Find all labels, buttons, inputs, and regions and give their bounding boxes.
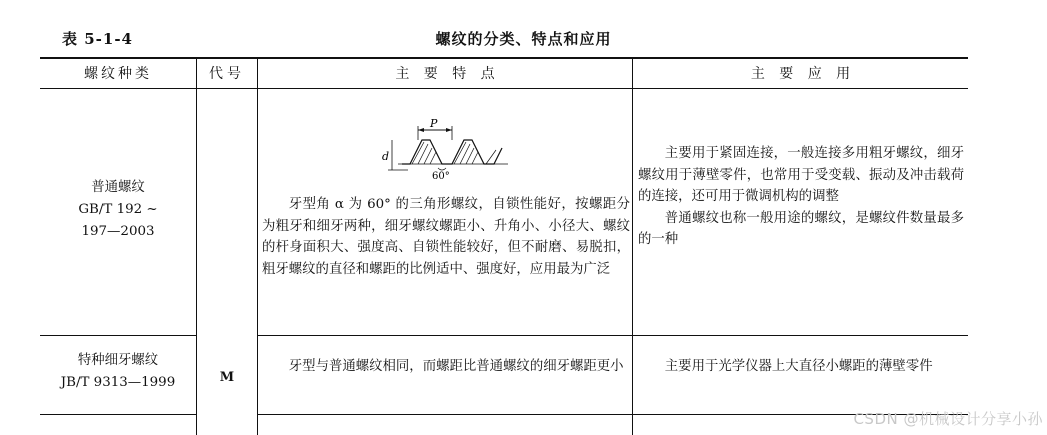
header-main-features: 主 要 特 点 bbox=[395, 66, 495, 82]
column-divider-2 bbox=[257, 57, 258, 435]
row2-code: M bbox=[219, 370, 235, 385]
row2-standard: JB/T 9313—1999 bbox=[60, 375, 176, 390]
pitch-label: P bbox=[430, 117, 438, 130]
csdn-watermark: CSDN @机械设计分享小孙 bbox=[853, 410, 1043, 428]
row2-features: 牙型与普通螺纹相同，而螺距比普通螺纹的细牙螺距更小 bbox=[288, 359, 624, 374]
header-bottom-rule bbox=[40, 88, 968, 89]
row1-thread-type bbox=[40, 177, 196, 243]
table-number: 表 5-1-4 bbox=[62, 30, 133, 48]
table-top-rule bbox=[40, 57, 968, 59]
row1-bottom-rule-right bbox=[257, 335, 968, 336]
table-title: 螺纹的分类、特点和应用 bbox=[435, 30, 612, 48]
row1-type-name: 普通螺纹 bbox=[91, 180, 145, 195]
row1-features: 牙型角 α 为 60° 的三角形螺纹，自锁性能好，按螺距分为粗牙和细牙两种，细牙螺纹螺距小、升角小、小径大、螺纹的杆身面积大、强度高、自锁性能较好，但不耐磨、易脱扣，粗牙螺纹的直径和螺距的比例适中、强度好，应用最为广泛 bbox=[262, 197, 630, 277]
column-divider-3 bbox=[632, 57, 633, 435]
row2-applications: 主要用于光学仪器上大直径小螺距的薄壁零件 bbox=[664, 359, 933, 374]
row1-application-paragraph-1: 主要用于紧固连接，一般连接多用粗牙螺纹，细牙螺纹用于薄壁零件，也常用于受变载、振动及冲击载荷的连接，还可用于微调机构的调整 bbox=[638, 146, 964, 204]
thread-profile-diagram bbox=[380, 116, 520, 180]
row1-applications bbox=[638, 143, 964, 251]
header-thread-type: 螺纹种类 bbox=[84, 66, 152, 82]
row2-bottom-rule-left bbox=[40, 414, 196, 415]
row2-thread-type bbox=[40, 350, 196, 394]
row1-application-paragraph-2: 普通螺纹也称一般用途的螺纹，是螺纹件数量最多的一种 bbox=[638, 210, 964, 247]
header-main-applications: 主 要 应 用 bbox=[750, 66, 851, 82]
angle-label: 60° bbox=[432, 171, 450, 180]
row1-bottom-rule-left bbox=[40, 335, 196, 336]
row2-type-name: 特种细牙螺纹 bbox=[77, 353, 159, 368]
diameter-label: d bbox=[382, 150, 390, 163]
row1-standard-b: 197—2003 bbox=[81, 224, 155, 239]
row1-standard-a: GB/T 192 ~ bbox=[78, 202, 158, 217]
header-code: 代号 bbox=[209, 66, 245, 82]
